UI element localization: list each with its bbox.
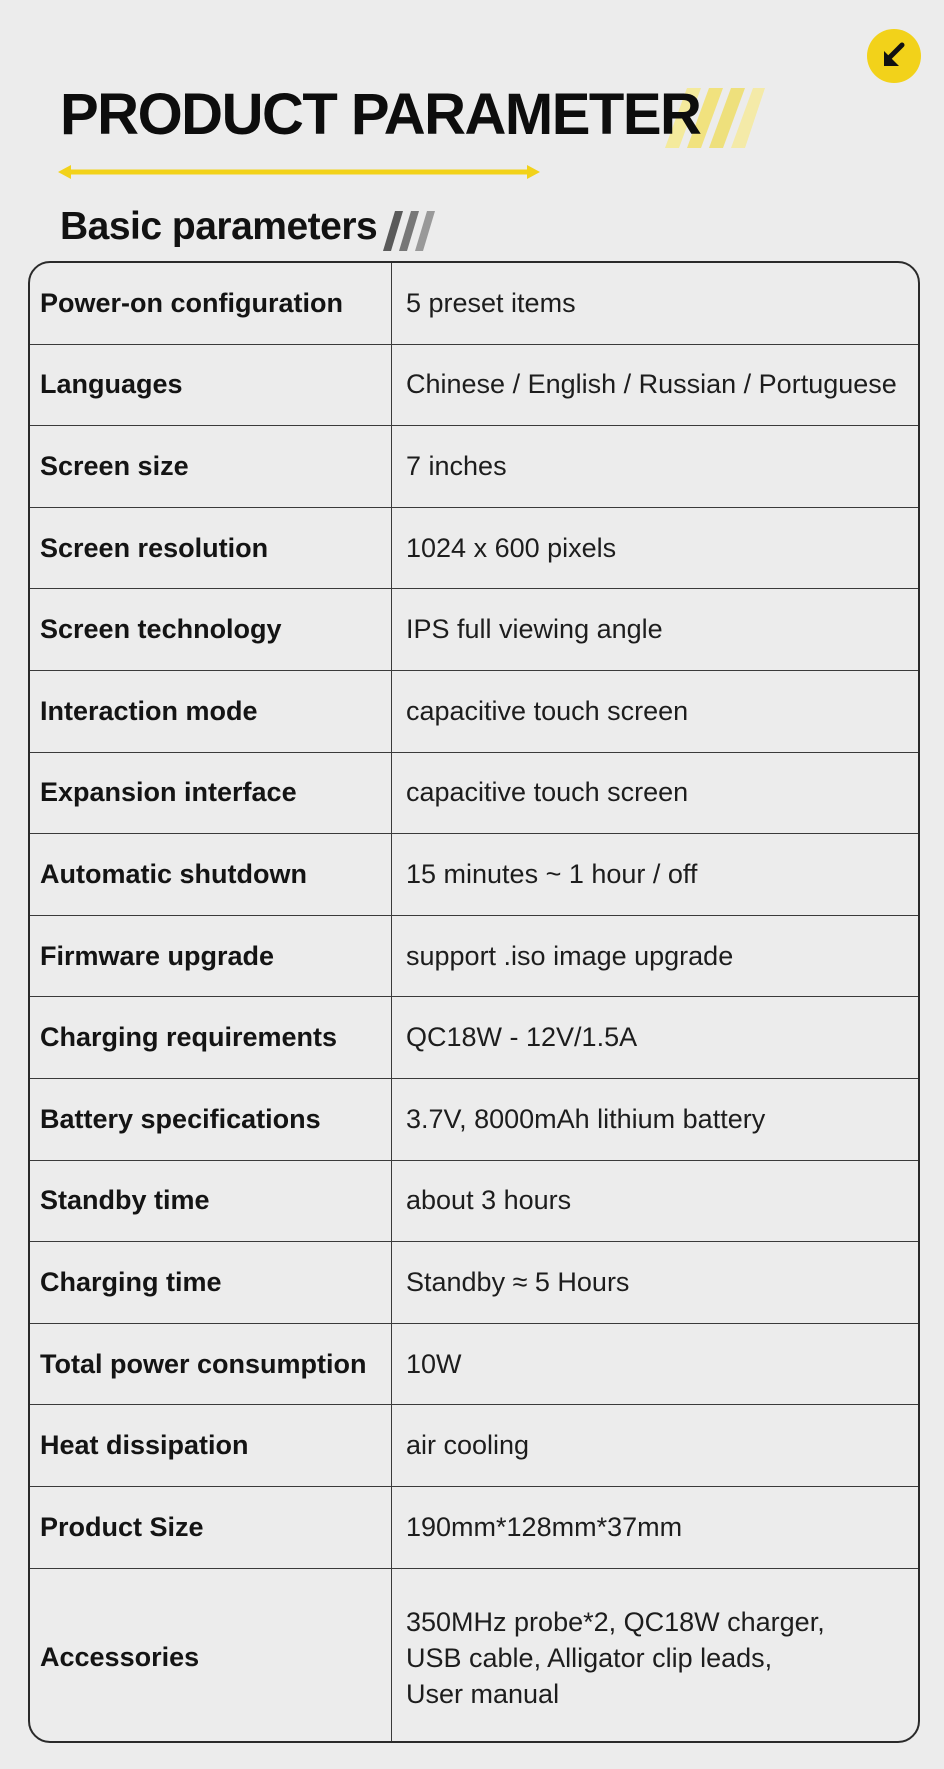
table-row [30,834,918,916]
spec-label: Automatic shutdown [30,834,392,915]
page-title: PRODUCT PARAMETER [60,82,701,147]
spec-value: air cooling [406,1430,530,1461]
spec-value: support .iso image upgrade [406,940,734,971]
spec-label: Battery specifications [30,1079,392,1160]
spec-value: Chinese / English / Russian / Portuguese [406,369,897,400]
spec-label: Screen resolution [30,508,392,589]
spec-label: Product Size [30,1487,392,1568]
table-row [30,671,918,753]
table-row [30,1569,918,1744]
corner-badge [867,29,921,83]
spec-value: Standby ≈ 5 Hours [406,1266,630,1297]
spec-label: Expansion interface [30,753,392,834]
table-row [30,426,918,508]
spec-table [28,261,920,1743]
table-row [30,345,918,427]
table-row [30,1161,918,1243]
table-row [30,1242,918,1324]
table-row [30,589,918,671]
table-row [30,997,918,1079]
table-row [30,1079,918,1161]
spec-value: QC18W - 12V/1.5A [406,1022,638,1053]
table-row [30,1405,918,1487]
page-title-block [60,80,700,150]
section-heading: Basic parameters [60,205,378,248]
spec-value: capacitive touch screen [406,695,689,726]
spec-label: Firmware upgrade [30,916,392,997]
spec-value: 5 preset items [406,287,576,318]
spec-label: Heat dissipation [30,1405,392,1486]
table-row [30,1487,918,1569]
heading-stripe-decoration [383,211,435,251]
table-row [30,508,918,590]
table-row [30,916,918,998]
spec-value: 3.7V, 8000mAh lithium battery [406,1103,766,1134]
spec-label: Power-on configuration [30,263,392,344]
spec-value: 190mm*128mm*37mm [406,1511,683,1542]
spec-value: 10W [406,1348,462,1379]
table-row [30,1324,918,1406]
double-arrow-divider [58,162,540,182]
spec-value: 1024 x 600 pixels [406,532,617,563]
spec-label: Accessories [30,1569,392,1744]
spec-label: Languages [30,345,392,426]
spec-value: 7 inches [406,450,507,481]
spec-value: 350MHz probe*2, QC18W charger, USB cable, Alligator clip leads, User manual [406,1606,825,1709]
section-heading-block [60,200,377,254]
spec-label: Total power consumption [30,1324,392,1405]
spec-label: Screen technology [30,589,392,670]
spec-value: capacitive touch screen [406,777,689,808]
arrow-down-left-icon [877,39,911,73]
spec-label: Standby time [30,1161,392,1242]
table-row [30,753,918,835]
spec-label: Screen size [30,426,392,507]
spec-label: Charging requirements [30,997,392,1078]
spec-value: 15 minutes ~ 1 hour / off [406,858,698,889]
spec-label: Interaction mode [30,671,392,752]
spec-value: IPS full viewing angle [406,614,663,645]
spec-label: Charging time [30,1242,392,1323]
table-row [30,263,918,345]
spec-value: about 3 hours [406,1185,572,1216]
